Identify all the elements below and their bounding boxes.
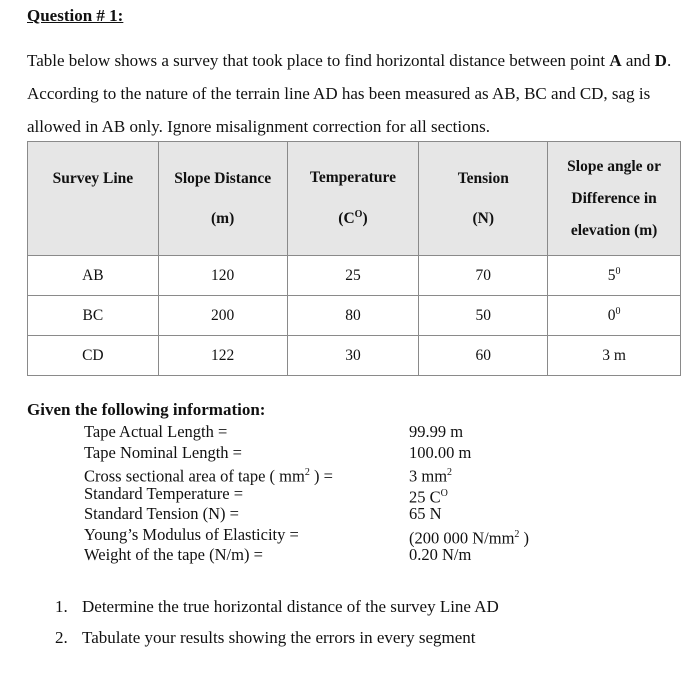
given-value: 99.99 m — [409, 422, 464, 441]
given-label: Standard Temperature = — [84, 483, 244, 503]
given-label: Standard Tension (N) = — [84, 504, 239, 523]
header-slope-distance: Slope Distance (m) — [158, 142, 287, 256]
cell-temperature: 30 — [287, 336, 419, 376]
given-value: 100.00 m — [409, 442, 472, 462]
given-label: Young’s Modulus of Elasticity = — [84, 524, 299, 544]
given-value: (200 000 $N/mm^2$ ) — [409, 528, 530, 547]
given-value: 0.20 N/m — [409, 545, 472, 564]
intro-text-2: and — [621, 51, 655, 70]
task-list — [55, 594, 499, 656]
table-row-ab — [28, 256, 681, 296]
table-row-cd — [28, 336, 681, 376]
given-label: Tape Nominal Length = — [84, 442, 242, 462]
header-tension: Tension (N) — [419, 142, 548, 256]
cell-temperature: 80 — [287, 296, 419, 336]
header-survey-line: Survey Line — [28, 142, 159, 256]
cell-tension: 60 — [419, 336, 548, 376]
task-item: 1. Determine the true horizontal distance of the survey Line AD — [55, 597, 499, 616]
cell-slope-angle: 3 m — [548, 336, 681, 376]
task-item: 2. Tabulate your results showing the errors in every segment — [55, 628, 476, 647]
intro-text-3: . According to the nature of the terrain line AD has been measured as AB, BC and CD, sag is allowed in AB only. Ignore misalignment correction for all sections. — [27, 51, 672, 136]
cell-line: CD — [28, 336, 159, 376]
survey-table — [27, 141, 681, 376]
table-row-bc — [28, 296, 681, 336]
header-temperature: Temperature $(C^O)$ — [287, 142, 419, 256]
cell-tension: 50 — [419, 296, 548, 336]
cell-line: BC — [28, 296, 159, 336]
cell-temperature: 25 — [287, 256, 419, 296]
point-a: A — [609, 51, 622, 70]
point-d: D — [654, 51, 667, 70]
header-slope-angle: Slope angle or Difference in elevation (m) — [548, 142, 681, 256]
given-label: Cross sectional area of tape ( $mm^2$ ) = — [84, 466, 333, 486]
given-value: 65 N — [409, 504, 442, 523]
question-heading: Question # 1: — [27, 6, 124, 25]
cell-tension: 70 — [419, 256, 548, 296]
cell-line: AB — [28, 256, 159, 296]
given-title: Given the following information: — [27, 400, 266, 419]
given-label: Weight of the tape (N/m) = — [84, 545, 263, 564]
cell-slope-distance: 122 — [158, 336, 287, 376]
cell-slope-angle: $5^0$ — [548, 256, 681, 296]
cell-slope-angle: $0^0$ — [548, 296, 681, 336]
given-value: 3 $mm^2$ — [409, 466, 453, 486]
table-header-row — [28, 142, 681, 256]
cell-slope-distance: 200 — [158, 296, 287, 336]
intro-text-1: Table below shows a survey that took place to find horizontal distance between point — [27, 51, 610, 70]
given-label: Tape Actual Length = — [84, 422, 228, 441]
cell-slope-distance: 120 — [158, 256, 287, 296]
given-value: 25 $C^O$ — [409, 487, 448, 506]
intro-paragraph — [27, 44, 687, 143]
